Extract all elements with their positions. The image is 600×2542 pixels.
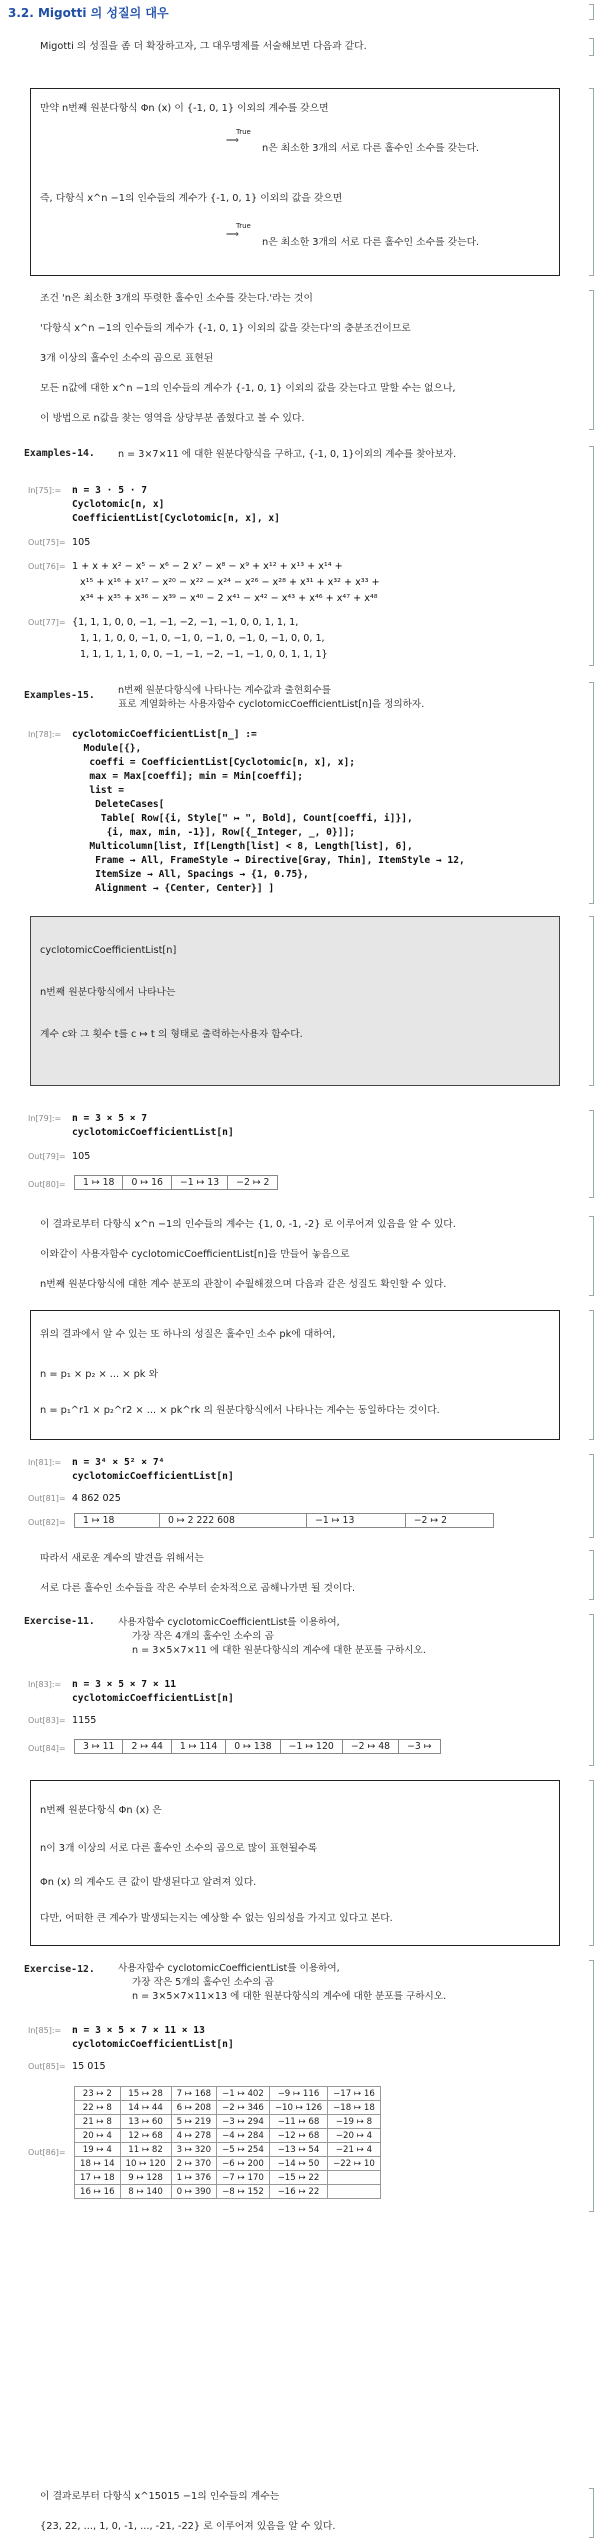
box3-line: n이 3개 이상의 서로 다른 홀수인 소수의 곱으로 많이 표현될수록: [40, 1843, 318, 1854]
implies-arrow-icon: ⟹: [226, 230, 239, 240]
coefficient-cell: 13 ↦ 60: [120, 2115, 171, 2129]
coefficient-cell: −22 ↦ 10: [328, 2157, 381, 2171]
cell-bracket[interactable]: [589, 1216, 594, 1296]
coefficient-cell: [328, 2171, 381, 2185]
coefficient-cell: −15 ↦ 22: [269, 2171, 327, 2185]
code-line[interactable]: DeleteCases[: [72, 799, 165, 810]
coefficient-cell: 22 ↦ 8: [75, 2101, 121, 2115]
section-title: 3.2. Migotti 의 성질의 대우: [8, 6, 169, 20]
coefficient-cell: −17 ↦ 16: [328, 2087, 381, 2101]
coefficient-table: [74, 1739, 441, 1754]
usage-line: n번째 원분다항식에서 나타나는: [40, 987, 176, 998]
output-value: 105: [72, 537, 91, 548]
cell-bracket[interactable]: [589, 88, 594, 276]
code-line[interactable]: CoefficientList[Cyclotomic[n, x], x]: [72, 513, 280, 524]
code-line[interactable]: n = 3 × 5 × 7 × 11: [72, 1679, 176, 1690]
coefficient-cell: 1 ↦ 18: [75, 1176, 123, 1190]
code-line[interactable]: cyclotomicCoefficientList[n]: [72, 1471, 234, 1482]
usage-box: [30, 916, 560, 1086]
para4-line: {23, 22, ..., 1, 0, -1, ..., -21, -22} 로 이루어져 있음을 알 수 있다.: [40, 2521, 336, 2532]
out-label: Out[79]=: [28, 1152, 66, 1161]
code-line[interactable]: Module[{},: [72, 743, 142, 754]
box1-line4: n은 최소한 3개의 서로 다른 홀수인 소수를 갖는다.: [262, 237, 480, 248]
coefficient-table-viewport[interactable]: [74, 1739, 552, 1759]
code-line[interactable]: Alignment → {Center, Center}] ]: [72, 883, 275, 894]
code-line[interactable]: cyclotomicCoefficientList[n]: [72, 1127, 234, 1138]
box2-line: 위의 결과에서 알 수 있는 또 하나의 성질은 홀수인 소수 pk에 대하여,: [40, 1329, 336, 1340]
usage-line: 계수 c와 그 횟수 t를 c ↦ t 의 형태로 출력하는사용자 함수다.: [40, 1029, 303, 1040]
coefficient-cell: 10 ↦ 120: [120, 2157, 171, 2171]
box1-line2: n은 최소한 3개의 서로 다른 홀수인 소수를 갖는다.: [262, 143, 480, 154]
output-value: 4 862 025: [72, 1493, 121, 1504]
coefficient-cell: 14 ↦ 44: [120, 2101, 171, 2115]
exercise11-desc: 가장 작은 4개의 홀수인 소수의 곱: [132, 1631, 274, 1642]
cell-bracket[interactable]: [589, 1550, 594, 1600]
in-label: In[78]:=: [28, 730, 62, 739]
para2-line: 이 결과로부터 다항식 x^n −1의 인수들의 계수는 {1, 0, -1, -2} 로 이루어져 있음을 알 수 있다.: [40, 1219, 456, 1230]
out-label: Out[86]=: [28, 2148, 66, 2157]
code-line[interactable]: n = 3 × 5 × 7: [72, 1113, 148, 1124]
polynomial-line: x³⁴ + x³⁵ + x³⁶ − x³⁹ − x⁴⁰ − 2 x⁴¹ − x⁴² − x⁴³ + x⁴⁶ + x⁴⁷ + x⁴⁸: [80, 593, 378, 604]
out-label: Out[81]=: [28, 1494, 66, 1503]
cell-bracket[interactable]: [589, 1614, 594, 1766]
cell-bracket[interactable]: [589, 446, 594, 666]
para1-line: 이 방법으로 n값을 찾는 영역을 상당부분 좁혔다고 볼 수 있다.: [40, 413, 305, 424]
coefficient-cell: 4 ↦ 278: [171, 2129, 217, 2143]
coefficient-cell: −16 ↦ 22: [269, 2185, 327, 2199]
coefficient-cell: −1 ↦ 402: [217, 2087, 270, 2101]
implies-arrow-icon: ⟹: [226, 136, 239, 146]
coefficient-cell: 16 ↦ 16: [75, 2185, 121, 2199]
coefficient-cell: 0 ↦ 390: [171, 2185, 217, 2199]
coefficient-cell: −21 ↦ 4: [328, 2143, 381, 2157]
coefficient-cell: 18 ↦ 14: [75, 2157, 121, 2171]
para1-line: 3개 이상의 홀수인 소수의 곱으로 표현된: [40, 353, 214, 364]
cell-bracket[interactable]: [589, 2488, 594, 2538]
cell-bracket[interactable]: [589, 1780, 594, 1946]
coefficient-cell: −1 ↦ 13: [307, 1514, 406, 1528]
out-label: Out[84]=: [28, 1744, 66, 1753]
coefficient-cell: −20 ↦ 4: [328, 2129, 381, 2143]
coefficient-cell: −3 ↦: [399, 1740, 440, 1754]
cell-bracket[interactable]: [589, 38, 594, 56]
coefficient-cell: 0 ↦ 2 222 608: [159, 1514, 306, 1528]
coefficient-cell: −14 ↦ 50: [269, 2157, 327, 2171]
box2-line: n = p₁^r1 × p₂^r2 × ... × pk^rk 의 원분다항식에서 나타나는 계수는 동일하다는 것이다.: [40, 1405, 440, 1416]
para1-line: 조건 'n은 최소한 3개의 뚜렷한 홀수인 소수를 갖는다.'라는 것이: [40, 293, 313, 304]
exercise12-desc: 가장 작은 5개의 홀수인 소수의 곱: [132, 1977, 274, 1988]
coefficient-cell: −19 ↦ 8: [328, 2115, 381, 2129]
para4-line: 이 결과로부터 다항식 x^15015 −1의 인수들의 계수는: [40, 2491, 280, 2502]
coefficient-cell: 2 ↦ 370: [171, 2157, 217, 2171]
cell-bracket[interactable]: [589, 916, 594, 1086]
coefficient-cell: 3 ↦ 11: [75, 1740, 123, 1754]
coefficient-cell: −2 ↦ 48: [342, 1740, 398, 1754]
coefficient-cell: −9 ↦ 116: [269, 2087, 327, 2101]
coefficient-cell: 9 ↦ 128: [120, 2171, 171, 2185]
out-label: Out[75]=: [28, 538, 66, 547]
coefficient-table: [74, 1175, 278, 1190]
box1-line1: 만약 n번째 원분다항식 Φn (x) 이 {-1, 0, 1} 이외의 계수를 갖으면: [40, 103, 329, 114]
coefficient-cell: 11 ↦ 82: [120, 2143, 171, 2157]
box3-line: 다만, 어떠한 큰 계수가 발생되는지는 예상할 수 없는 임의성을 가지고 있다고 본다.: [40, 1913, 393, 1924]
usage-line: cyclotomicCoefficientList[n]: [40, 945, 177, 956]
coefficient-cell: −13 ↦ 54: [269, 2143, 327, 2157]
coefficient-cell: 23 ↦ 2: [75, 2087, 121, 2101]
box3-line: n번째 원분다항식 Φn (x) 은: [40, 1805, 162, 1816]
code-line[interactable]: cyclotomicCoefficientList[n]: [72, 1693, 234, 1704]
coefficient-cell: 20 ↦ 4: [75, 2129, 121, 2143]
examples15-label: Examples-15.: [24, 690, 95, 701]
coefficient-table: [74, 1513, 494, 1528]
coeff-list-line: 1, 1, 1, 1, 1, 0, 0, −1, −1, −2, −1, −1, 0, 0, 1, 1, 1}: [80, 649, 328, 660]
cell-bracket[interactable]: [589, 1454, 594, 1538]
code-line[interactable]: Cyclotomic[n, x]: [72, 499, 165, 510]
coefficient-cell: −1 ↦ 120: [280, 1740, 342, 1754]
exercise12-desc: 사용자함수 cyclotomicCoefficientList를 이용하여,: [118, 1963, 340, 1974]
coefficient-cell: 2 ↦ 44: [123, 1740, 171, 1754]
cell-bracket[interactable]: [589, 1960, 594, 2212]
code-line[interactable]: Table[ Row[{i, Style[" ↦ ", Bold], Count[coeffi, i]}],: [72, 813, 413, 824]
code-line[interactable]: max = Max[coeffi]; min = Min[coeffi];: [72, 771, 304, 782]
cell-bracket[interactable]: [589, 682, 594, 904]
code-line[interactable]: list =: [72, 785, 124, 796]
coefficient-cell: −5 ↦ 254: [217, 2143, 270, 2157]
coefficient-cell: −6 ↦ 200: [217, 2157, 270, 2171]
in-label: In[83]:=: [28, 1680, 62, 1689]
coefficient-cell: −12 ↦ 68: [269, 2129, 327, 2143]
cell-bracket[interactable]: [589, 1110, 594, 1198]
coefficient-cell: −8 ↦ 152: [217, 2185, 270, 2199]
coefficient-cell: 0 ↦ 16: [123, 1176, 171, 1190]
para1-line: 모든 n값에 대한 x^n −1의 인수들의 계수가 {-1, 0, 1} 이외의 값을 갖는다고 말할 수는 없으나,: [40, 383, 456, 394]
coefficient-cell: −10 ↦ 126: [269, 2101, 327, 2115]
exercise11-desc: n = 3×5×7×11 에 대한 원분다항식의 계수에 대한 분포를 구하시오.: [132, 1645, 426, 1656]
coefficient-cell: 1 ↦ 114: [171, 1740, 225, 1754]
true-label: True: [236, 222, 251, 230]
code-line[interactable]: {i, max, min, -1}], Row[{_Integer, _, 0}]];: [72, 827, 356, 838]
coefficient-cell: −1 ↦ 13: [171, 1176, 227, 1190]
coefficient-cell: 1 ↦ 376: [171, 2171, 217, 2185]
out-label: Out[82]=: [28, 1518, 66, 1527]
coefficient-grid: [74, 2086, 381, 2199]
box2-line: n = p₁ × p₂ × ... × pk 와: [40, 1369, 159, 1380]
cell-bracket[interactable]: [589, 290, 594, 430]
polynomial-line: 1 + x + x² − x⁵ − x⁶ − 2 x⁷ − x⁸ − x⁹ + x¹² + x¹³ + x¹⁴ +: [72, 561, 343, 572]
coefficient-cell: −4 ↦ 284: [217, 2129, 270, 2143]
out-label: Out[77]=: [28, 618, 66, 627]
coefficient-cell: 3 ↦ 320: [171, 2143, 217, 2157]
coefficient-cell: 19 ↦ 4: [75, 2143, 121, 2157]
output-value: 105: [72, 1151, 91, 1162]
code-line[interactable]: n = 3 × 5 × 7 × 11 × 13: [72, 2025, 205, 2036]
exercise11-desc: 사용자함수 cyclotomicCoefficientList를 이용하여,: [118, 1617, 340, 1628]
coefficient-cell: 7 ↦ 168: [171, 2087, 217, 2101]
cell-bracket[interactable]: [589, 4, 594, 20]
coefficient-cell: 6 ↦ 208: [171, 2101, 217, 2115]
exercise12-label: Exercise-12.: [24, 1964, 95, 1975]
cell-bracket[interactable]: [589, 1310, 594, 1440]
examples14-desc: n = 3×7×11 에 대한 원분다항식을 구하고, {-1, 0, 1}이외의 계수를 찾아보자.: [118, 449, 457, 460]
coefficient-cell: −18 ↦ 18: [328, 2101, 381, 2115]
out-label: Out[85]=: [28, 2062, 66, 2071]
coefficient-cell: 1 ↦ 18: [75, 1514, 160, 1528]
para1-line: '다항식 x^n −1의 인수들의 계수가 {-1, 0, 1} 이외의 값을 갖는다'의 충분조건이므로: [40, 323, 411, 334]
polynomial-line: x¹⁵ + x¹⁶ + x¹⁷ − x²⁰ − x²² − x²⁴ − x²⁶ − x²⁸ + x³¹ + x³² + x³³ +: [80, 577, 380, 588]
out-label: Out[76]=: [28, 562, 66, 571]
code-line[interactable]: cyclotomicCoefficientList[n]: [72, 2039, 234, 2050]
coefficient-cell: −3 ↦ 294: [217, 2115, 270, 2129]
coefficient-cell: [328, 2185, 381, 2199]
box3-line: Φn (x) 의 계수도 큰 값이 발생된다고 알려져 있다.: [40, 1877, 257, 1888]
output-value: 1155: [72, 1715, 97, 1726]
coefficient-cell: 8 ↦ 140: [120, 2185, 171, 2199]
coeff-list-line: 1, 1, 1, 0, 0, −1, 0, −1, 0, −1, 0, −1, 0, −1, 0, 0, 1,: [80, 633, 325, 644]
coefficient-cell: −11 ↦ 68: [269, 2115, 327, 2129]
code-line[interactable]: Multicolumn[list, If[Length[list] < 8, Length[list], 6],: [72, 841, 413, 852]
examples14-label: Examples-14.: [24, 448, 95, 459]
out-label: Out[83]=: [28, 1716, 66, 1725]
in-label: In[81]:=: [28, 1458, 62, 1467]
exercise12-desc: n = 3×5×7×11×13 에 대한 원분다항식의 계수에 대한 분포를 구하시오.: [132, 1991, 447, 2002]
coefficient-cell: 21 ↦ 8: [75, 2115, 121, 2129]
code-line[interactable]: n = 3 · 5 · 7: [72, 485, 148, 496]
coefficient-cell: 0 ↦ 138: [226, 1740, 280, 1754]
code-line[interactable]: cyclotomicCoefficientList[n_] :=: [72, 729, 257, 740]
coefficient-cell: 17 ↦ 18: [75, 2171, 121, 2185]
para3-line: 서로 다른 홀수인 소수들을 작은 수부터 순차적으로 곱해나가면 될 것이다.: [40, 1583, 356, 1594]
code-line[interactable]: coeffi = CoefficientList[Cyclotomic[n, x], x];: [72, 757, 356, 768]
coefficient-cell: 12 ↦ 68: [120, 2129, 171, 2143]
intro-text: Migotti 의 성질을 좀 더 확장하고자, 그 대우명제를 서술해보면 다음과 같다.: [40, 41, 367, 52]
exercise11-label: Exercise-11.: [24, 1616, 95, 1627]
in-label: In[75]:=: [28, 486, 62, 495]
coefficient-cell: −2 ↦ 2: [228, 1176, 278, 1190]
para2-line: n번째 원분다항식에 대한 계수 분포의 관찰이 수월해졌으며 다음과 같은 성질도 확인할 수 있다.: [40, 1279, 447, 1290]
coeff-list-line: {1, 1, 1, 0, 0, −1, −1, −2, −1, −1, 0, 0, 1, 1, 1,: [72, 617, 299, 628]
code-line[interactable]: ItemSize → All, Spacings → {1, 0.75},: [72, 869, 309, 880]
examples15-desc: n번째 원분다항식에 나타나는 계수값과 출현회수를: [118, 685, 331, 696]
coefficient-cell: −2 ↦ 346: [217, 2101, 270, 2115]
coefficient-cell: 15 ↦ 28: [120, 2087, 171, 2101]
examples15-desc: 표로 계열화하는 사용자함수 cyclotomicCoefficientList[n]을 정의하자.: [118, 699, 425, 710]
in-label: In[85]:=: [28, 2026, 62, 2035]
true-label: True: [236, 128, 251, 136]
output-value: 15 015: [72, 2061, 106, 2072]
coefficient-cell: −2 ↦ 2: [405, 1514, 493, 1528]
box1-line3: 즉, 다항식 x^n −1의 인수들의 계수가 {-1, 0, 1} 이외의 값을 갖으면: [40, 193, 343, 204]
in-label: In[79]:=: [28, 1114, 62, 1123]
para2-line: 이와같이 사용자함수 cyclotomicCoefficientList[n]을 만들어 놓음으로: [40, 1249, 350, 1260]
coefficient-cell: 5 ↦ 219: [171, 2115, 217, 2129]
coefficient-cell: −7 ↦ 170: [217, 2171, 270, 2185]
code-line[interactable]: Frame → All, FrameStyle → Directive[Gray, Thin], ItemStyle → 12,: [72, 855, 465, 866]
out-label: Out[80]=: [28, 1180, 66, 1189]
para3-line: 따라서 새로운 계수의 발견을 위해서는: [40, 1553, 204, 1564]
code-line[interactable]: n = 3⁴ × 5² × 7⁴: [72, 1457, 165, 1468]
